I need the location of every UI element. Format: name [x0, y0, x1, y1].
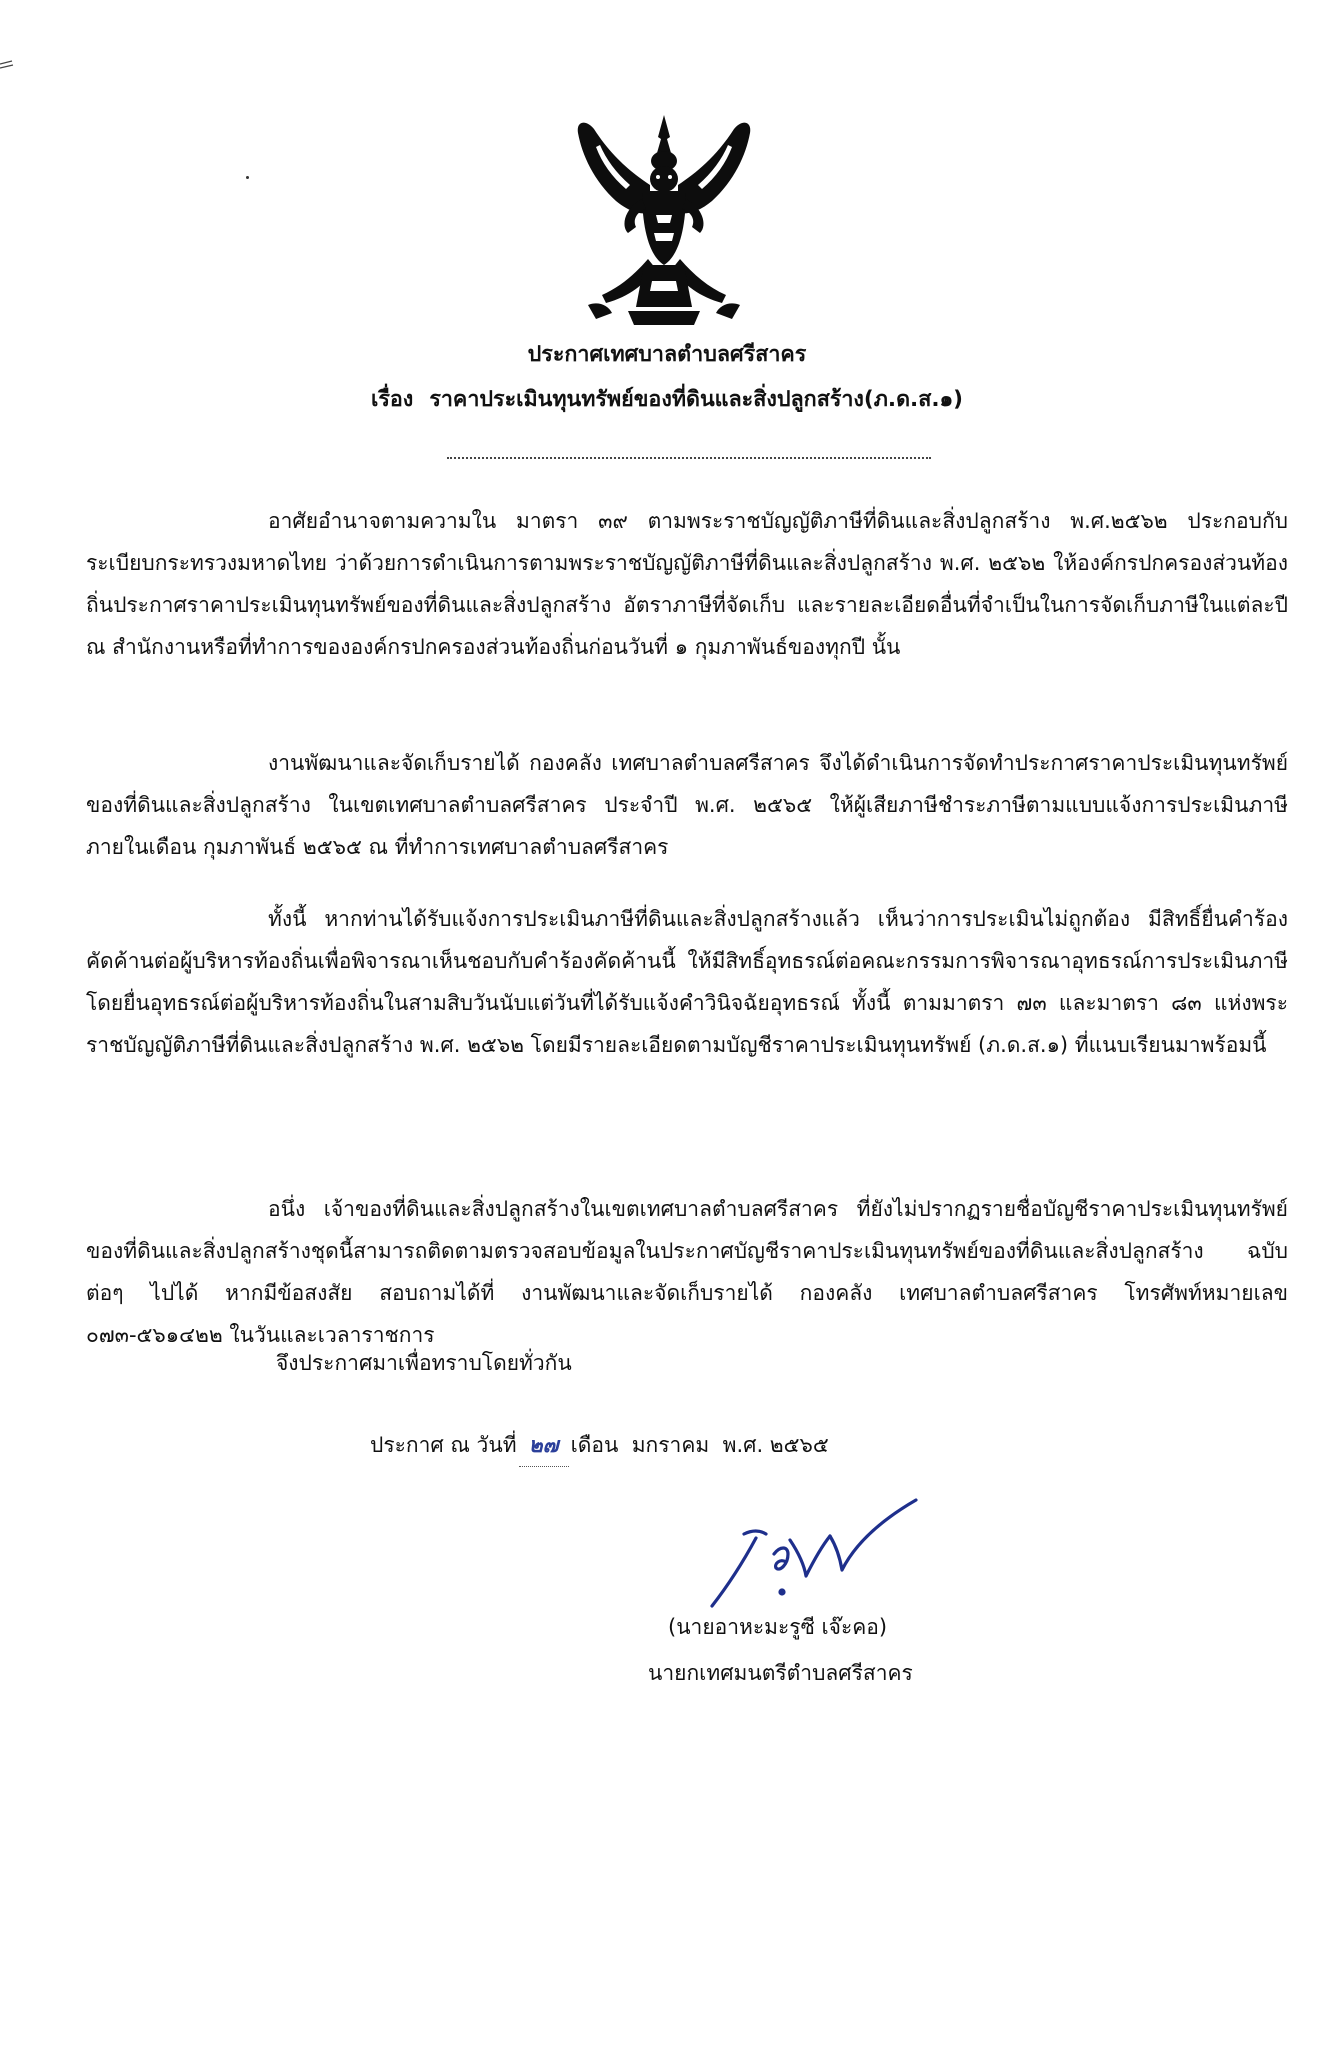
body-paragraph-4: อนึ่ง เจ้าของที่ดินและสิ่งปลูกสร้างในเขตเทศบาลตำบลศรีสาคร ที่ยังไม่ปรากฏรายชื่อบัญชีราคาประเมินทุนทรัพย์ของที่ดินและสิ่งปลูกสร้างชุดนี้สามารถติดตามตรวจสอบข้อมูลในประกาศบัญชีราคาประเมินทุนทรัพย์ของที่ดินและสิ่งปลูกสร้าง ฉบับต่อๆ ไปได้ หากมีข้อสงสัย สอบถามได้ที่ งานพัฒนาและจัดเก็บรายได้ กองคลัง เทศบาลตำบลศรีสาคร โทรศัพท์หมายเลข ๐๗๓-๕๖๑๔๒๒ ในวันและเวลาราชการ	[86, 1197, 1288, 1347]
handwritten-signature-icon	[690, 1488, 940, 1618]
signer-title: นายกเทศมนตรีตำบลศรีสาคร	[648, 1661, 913, 1685]
scan-mark-icon	[0, 60, 14, 72]
announcement-date	[370, 1424, 829, 1467]
garuda-emblem-icon	[572, 115, 756, 327]
subject-label: เรื่อง	[371, 387, 414, 412]
scan-dot	[246, 176, 249, 179]
body-paragraph-1: อาศัยอำนาจตามความใน มาตรา ๓๙ ตามพระราชบัญญัติภาษีที่ดินและสิ่งปลูกสร้าง พ.ศ.๒๕๖๒ ประกอบกับระเบียบกระทรวงมหาดไทย ว่าด้วยการดำเนินการตามพระราชบัญญัติภาษีที่ดินและสิ่งปลูกสร้าง พ.ศ. ๒๕๖๒ ให้องค์กรปกครองส่วนท้องถิ่นประกาศราคาประเมินทุนทรัพย์ของที่ดินและสิ่งปลูกสร้าง อัตราภาษีที่จัดเก็บ และรายละเอียดอื่นที่จำเป็นในการจัดเก็บภาษีในแต่ละปี ณ สำนักงานหรือที่ทำการขององค์กรปกครองส่วนท้องถิ่นก่อนวันที่ ๑ กุมภาพันธ์ของทุกปี นั้น	[86, 509, 1288, 659]
subject-line	[0, 385, 1334, 415]
month: มกราคม	[631, 1433, 710, 1457]
announcement-title: ประกาศเทศบาลตำบลศรีสาคร	[527, 342, 807, 367]
subject-text: ราคาประเมินทุนทรัพย์ของที่ดินและสิ่งปลูกสร้าง(ภ.ด.ส.๑)	[429, 387, 963, 412]
month-label: เดือน	[570, 1433, 619, 1457]
date-prefix: ประกาศ ณ วันที่	[370, 1433, 517, 1457]
signer-name: (นายอาหะมะรูซี เจ๊ะคอ)	[668, 1615, 888, 1639]
body-paragraph-2: งานพัฒนาและจัดเก็บรายได้ กองคลัง เทศบาลตำบลศรีสาคร จึงได้ดำเนินการจัดทำประกาศราคาประเมินทุนทรัพย์ของที่ดินและสิ่งปลูกสร้าง ในเขตเทศบาลตำบลศรีสาคร ประจำปี พ.ศ. ๒๕๖๕ ให้ผู้เสียภาษีชำระภาษีตามแบบแจ้งการประเมินภาษีภายในเดือน กุมภาพันธ์ ๒๕๖๕ ณ ที่ทำการเทศบาลตำบลศรีสาคร	[86, 751, 1288, 859]
dotted-separator	[447, 447, 931, 459]
year: พ.ศ. ๒๕๖๕	[722, 1433, 829, 1457]
closing-statement: จึงประกาศมาเพื่อทราบโดยทั่วกัน	[276, 1351, 572, 1375]
handwritten-day: ๒๗	[519, 1424, 569, 1467]
body-paragraph-3: ทั้งนี้ หากท่านได้รับแจ้งการประเมินภาษีที่ดินและสิ่งปลูกสร้างแล้ว เห็นว่าการประเมินไม่ถูกต้อง มีสิทธิ์ยื่นคำร้องคัดค้านต่อผู้บริหารท้องถิ่นเพื่อพิจารณาเห็นชอบกับคำร้องคัดค้านนี้ ให้มีสิทธิ์อุทธรณ์ต่อคณะกรรมการพิจารณาอุทธรณ์การประเมินภาษี โดยยื่นอุทธรณ์ต่อผู้บริหารท้องถิ่นในสามสิบวันนับแต่วันที่ได้รับแจ้งคำวินิจฉัยอุทธรณ์ ทั้งนี้ ตามมาตรา ๗๓ และมาตรา ๘๓ แห่งพระราชบัญญัติภาษีที่ดินและสิ่งปลูกสร้าง พ.ศ. ๒๕๖๒ โดยมีรายละเอียดตามบัญชีราคาประเมินทุนทรัพย์ (ภ.ด.ส.๑) ที่แนบเรียนมาพร้อมนี้	[86, 907, 1288, 1057]
